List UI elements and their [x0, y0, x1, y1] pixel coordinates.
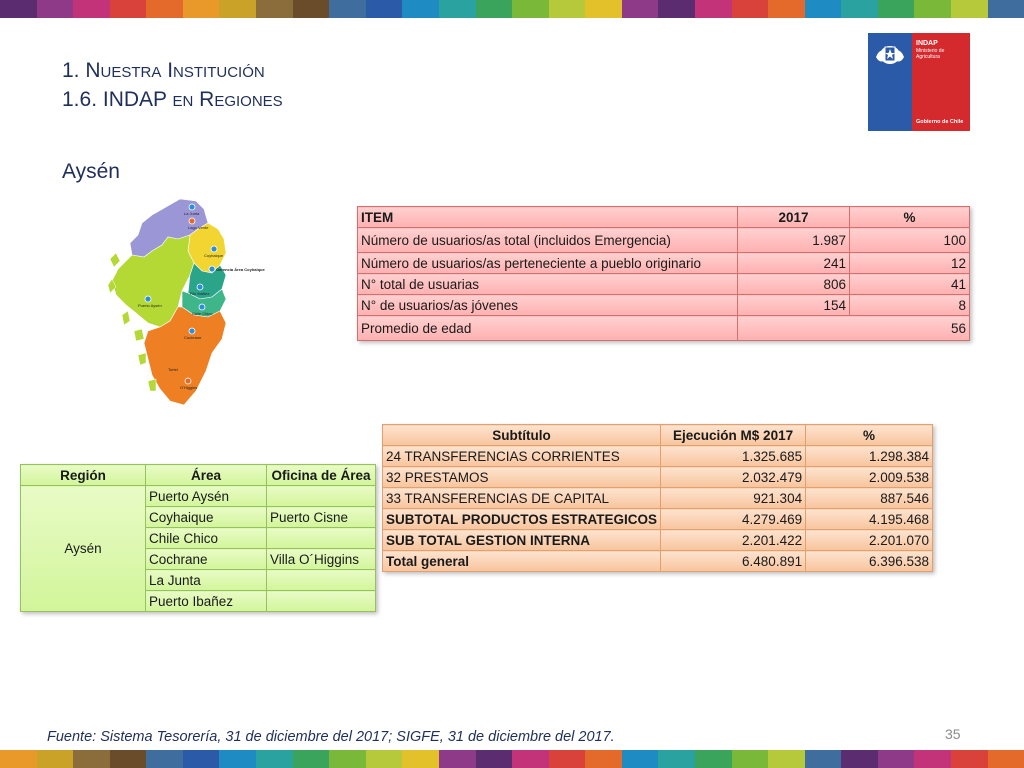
- stripe-segment: [914, 750, 951, 768]
- stripe-segment: [878, 750, 915, 768]
- map-label-ohiggins: O'Higgins: [180, 385, 198, 390]
- table-row: [383, 467, 933, 488]
- logo-ministry-line-2: Agricultura: [916, 54, 940, 60]
- stripe-segment: [110, 0, 147, 18]
- areas-area-cell: Puerto Aysén: [146, 486, 267, 507]
- map-marker-la-junta: [189, 204, 195, 210]
- map-marker-coyhaique: [211, 246, 217, 252]
- usuarios-header-percent: %: [850, 207, 970, 228]
- ejecucion-percent-cell: 4.195.468: [806, 509, 933, 530]
- map-marker-rio-ibanez: [197, 284, 203, 290]
- areas-area-cell: Chile Chico: [146, 528, 267, 549]
- ejecucion-amount-cell: 1.325.685: [661, 446, 806, 467]
- map-marker-lago-verde: [189, 218, 195, 224]
- stripe-segment: [476, 0, 513, 18]
- logo-indap-text: INDAP: [916, 40, 938, 47]
- usuarios-header-row: [358, 207, 970, 228]
- map-label-la-junta: La Junta: [184, 211, 200, 216]
- map-marker-cochrane: [189, 328, 195, 334]
- ejecucion-header-ejecucion: Ejecución M$ 2017: [661, 425, 806, 446]
- stripe-segment: [219, 0, 256, 18]
- usuarios-percent-cell: 8: [850, 295, 970, 316]
- map-label-chile-chico: Chile Chico: [192, 311, 213, 316]
- stripe-segment: [256, 750, 293, 768]
- stripe-segment: [914, 0, 951, 18]
- ejecucion-header-percent: %: [806, 425, 933, 446]
- stripe-segment: [585, 750, 622, 768]
- areas-oficina-cell: Villa O´Higgins: [267, 549, 376, 570]
- map-label-puerto-aysen: Puerto Aysén: [138, 303, 162, 308]
- title-line-1: 1. Nuestra Institución: [62, 59, 265, 82]
- usuarios-item-cell: Número de usuarios/as perteneciente a pueblo originario: [358, 253, 738, 274]
- ejecucion-percent-cell: 6.396.538: [806, 551, 933, 572]
- ejecucion-amount-cell: 6.480.891: [661, 551, 806, 572]
- ejecucion-percent-cell: 2.201.070: [806, 530, 933, 551]
- table-row: [383, 509, 933, 530]
- stripe-segment: [841, 750, 878, 768]
- stripe-segment: [622, 750, 659, 768]
- map-label-tortel: Tortel: [168, 367, 178, 372]
- stripe-segment: [695, 750, 732, 768]
- ejecucion-percent-cell: 2.009.538: [806, 467, 933, 488]
- ejecucion-subtitulo-cell: Total general: [383, 551, 661, 572]
- ejecucion-header-row: [383, 425, 933, 446]
- areas-header-row: [21, 465, 376, 486]
- ejecucion-subtitulo-cell: SUBTOTAL PRODUCTOS ESTRATEGICOS: [383, 509, 661, 530]
- stripe-segment: [219, 750, 256, 768]
- bottom-color-stripe: [0, 750, 1024, 768]
- ejecucion-amount-cell: 921.304: [661, 488, 806, 509]
- usuarios-value-cell: 154: [738, 295, 850, 316]
- map-marker-puerto-aysen: [145, 296, 151, 302]
- region-subtitle: Aysén: [62, 160, 120, 183]
- map-label-lago-verde: Lago Verde: [188, 225, 209, 230]
- table-row: [358, 228, 970, 253]
- map-marker-ohiggins: [185, 378, 191, 384]
- stripe-segment: [805, 750, 842, 768]
- stripe-segment: [402, 750, 439, 768]
- stripe-segment: [183, 750, 220, 768]
- usuarios-item-cell: N° total de usuarias: [358, 274, 738, 295]
- table-row: [383, 551, 933, 572]
- usuarios-item-cell: N° de usuarios/as jóvenes: [358, 295, 738, 316]
- stripe-segment: [512, 750, 549, 768]
- stripe-segment: [73, 750, 110, 768]
- stripe-segment: [329, 750, 366, 768]
- stripe-segment: [549, 0, 586, 18]
- areas-area-cell: Puerto Ibañez: [146, 591, 267, 612]
- usuarios-percent-cell: 41: [850, 274, 970, 295]
- map-marker-gerencia: [209, 266, 215, 272]
- title-line-2: 1.6. INDAP en Regiones: [62, 88, 283, 111]
- ejecucion-subtitulo-cell: 32 PRESTAMOS: [383, 467, 661, 488]
- stripe-segment: [988, 0, 1024, 18]
- ejecucion-percent-cell: 887.546: [806, 488, 933, 509]
- areas-area-cell: La Junta: [146, 570, 267, 591]
- map-label-cochrane: Cochrane: [184, 335, 202, 340]
- stripe-segment: [732, 0, 769, 18]
- areas-area-cell: Cochrane: [146, 549, 267, 570]
- stripe-segment: [256, 0, 293, 18]
- stripe-segment: [146, 750, 183, 768]
- ejecucion-percent-cell: 1.298.384: [806, 446, 933, 467]
- stripe-segment: [622, 0, 659, 18]
- table-row: [358, 316, 970, 341]
- ejecucion-amount-cell: 2.032.479: [661, 467, 806, 488]
- usuarios-item-cell: Promedio de edad: [358, 316, 738, 341]
- usuarios-percent-cell: 12: [850, 253, 970, 274]
- indap-logo: [868, 33, 970, 131]
- chile-coat-of-arms-icon: [873, 41, 907, 67]
- ejecucion-amount-cell: 2.201.422: [661, 530, 806, 551]
- stripe-segment: [146, 0, 183, 18]
- map-label-coyhaique: Coyhaique: [204, 253, 224, 258]
- stripe-segment: [841, 0, 878, 18]
- usuarios-value-cell: 806: [738, 274, 850, 295]
- logo-red-band: [912, 33, 970, 131]
- aysen-region-map: [108, 195, 265, 413]
- areas-header-oficina: Oficina de Área: [267, 465, 376, 486]
- stripe-segment: [0, 0, 37, 18]
- stripe-segment: [951, 750, 988, 768]
- stripe-segment: [37, 750, 74, 768]
- areas-header-area: Área: [146, 465, 267, 486]
- stripe-segment: [366, 750, 403, 768]
- stripe-segment: [695, 0, 732, 18]
- stripe-segment: [329, 0, 366, 18]
- stripe-segment: [878, 0, 915, 18]
- areas-oficina-cell: [267, 528, 376, 549]
- table-row: [21, 486, 376, 507]
- ejecucion-subtitulo-cell: SUB TOTAL GESTION INTERNA: [383, 530, 661, 551]
- logo-government-text: Gobierno de Chile: [916, 119, 964, 125]
- ejecucion-subtitulo-cell: 33 TRANSFERENCIAS DE CAPITAL: [383, 488, 661, 509]
- areas-region-cell: Aysén: [21, 486, 146, 612]
- map-marker-chile-chico: [199, 304, 205, 310]
- stripe-segment: [37, 0, 74, 18]
- stripe-segment: [512, 0, 549, 18]
- logo-ministry-line-1: Ministerio de: [916, 48, 945, 54]
- areas-table: [20, 464, 376, 612]
- usuarios-merged-value-cell: 56: [738, 316, 970, 341]
- stripe-segment: [658, 750, 695, 768]
- ejecucion-header-subtitulo: Subtítulo: [383, 425, 661, 446]
- table-row: [358, 274, 970, 295]
- slide-title: [62, 56, 283, 114]
- usuarios-item-cell: Número de usuarios/as total (incluidos Emergencia): [358, 228, 738, 253]
- stripe-segment: [476, 750, 513, 768]
- areas-oficina-cell: [267, 591, 376, 612]
- usuarios-percent-cell: 100: [850, 228, 970, 253]
- stripe-segment: [0, 750, 37, 768]
- stripe-segment: [768, 750, 805, 768]
- map-label-gerencia: Gerencia Área Coyhaique: [216, 267, 265, 272]
- stripe-segment: [549, 750, 586, 768]
- stripe-segment: [439, 750, 476, 768]
- areas-oficina-cell: [267, 486, 376, 507]
- usuarios-value-cell: 241: [738, 253, 850, 274]
- stripe-segment: [439, 0, 476, 18]
- stripe-segment: [585, 0, 622, 18]
- stripe-segment: [293, 750, 330, 768]
- page-number: 35: [945, 726, 961, 742]
- usuarios-table: [357, 206, 970, 341]
- stripe-segment: [732, 750, 769, 768]
- areas-oficina-cell: [267, 570, 376, 591]
- usuarios-value-cell: 1.987: [738, 228, 850, 253]
- table-row: [358, 295, 970, 316]
- ejecucion-amount-cell: 4.279.469: [661, 509, 806, 530]
- ejecucion-subtitulo-cell: 24 TRANSFERENCIAS CORRIENTES: [383, 446, 661, 467]
- stripe-segment: [293, 0, 330, 18]
- map-label-rio-ibanez: Río Ibáñez: [190, 291, 210, 296]
- stripe-segment: [805, 0, 842, 18]
- stripe-segment: [73, 0, 110, 18]
- stripe-segment: [110, 750, 147, 768]
- ejecucion-table: [382, 424, 933, 572]
- stripe-segment: [183, 0, 220, 18]
- top-color-stripe: [0, 0, 1024, 18]
- table-row: [358, 253, 970, 274]
- areas-area-cell: Coyhaique: [146, 507, 267, 528]
- stripe-segment: [951, 0, 988, 18]
- stripe-segment: [402, 0, 439, 18]
- stripe-segment: [366, 0, 403, 18]
- source-footnote: Fuente: Sistema Tesorería, 31 de diciembre del 2017; SIGFE, 31 de diciembre del 2017.: [47, 729, 615, 745]
- usuarios-header-year: 2017: [738, 207, 850, 228]
- usuarios-header-item: ITEM: [358, 207, 738, 228]
- logo-blue-band: [868, 33, 912, 131]
- stripe-segment: [658, 0, 695, 18]
- table-row: [383, 530, 933, 551]
- table-row: [383, 488, 933, 509]
- stripe-segment: [768, 0, 805, 18]
- areas-oficina-cell: Puerto Cisne: [267, 507, 376, 528]
- stripe-segment: [988, 750, 1024, 768]
- table-row: [383, 446, 933, 467]
- areas-header-region: Región: [21, 465, 146, 486]
